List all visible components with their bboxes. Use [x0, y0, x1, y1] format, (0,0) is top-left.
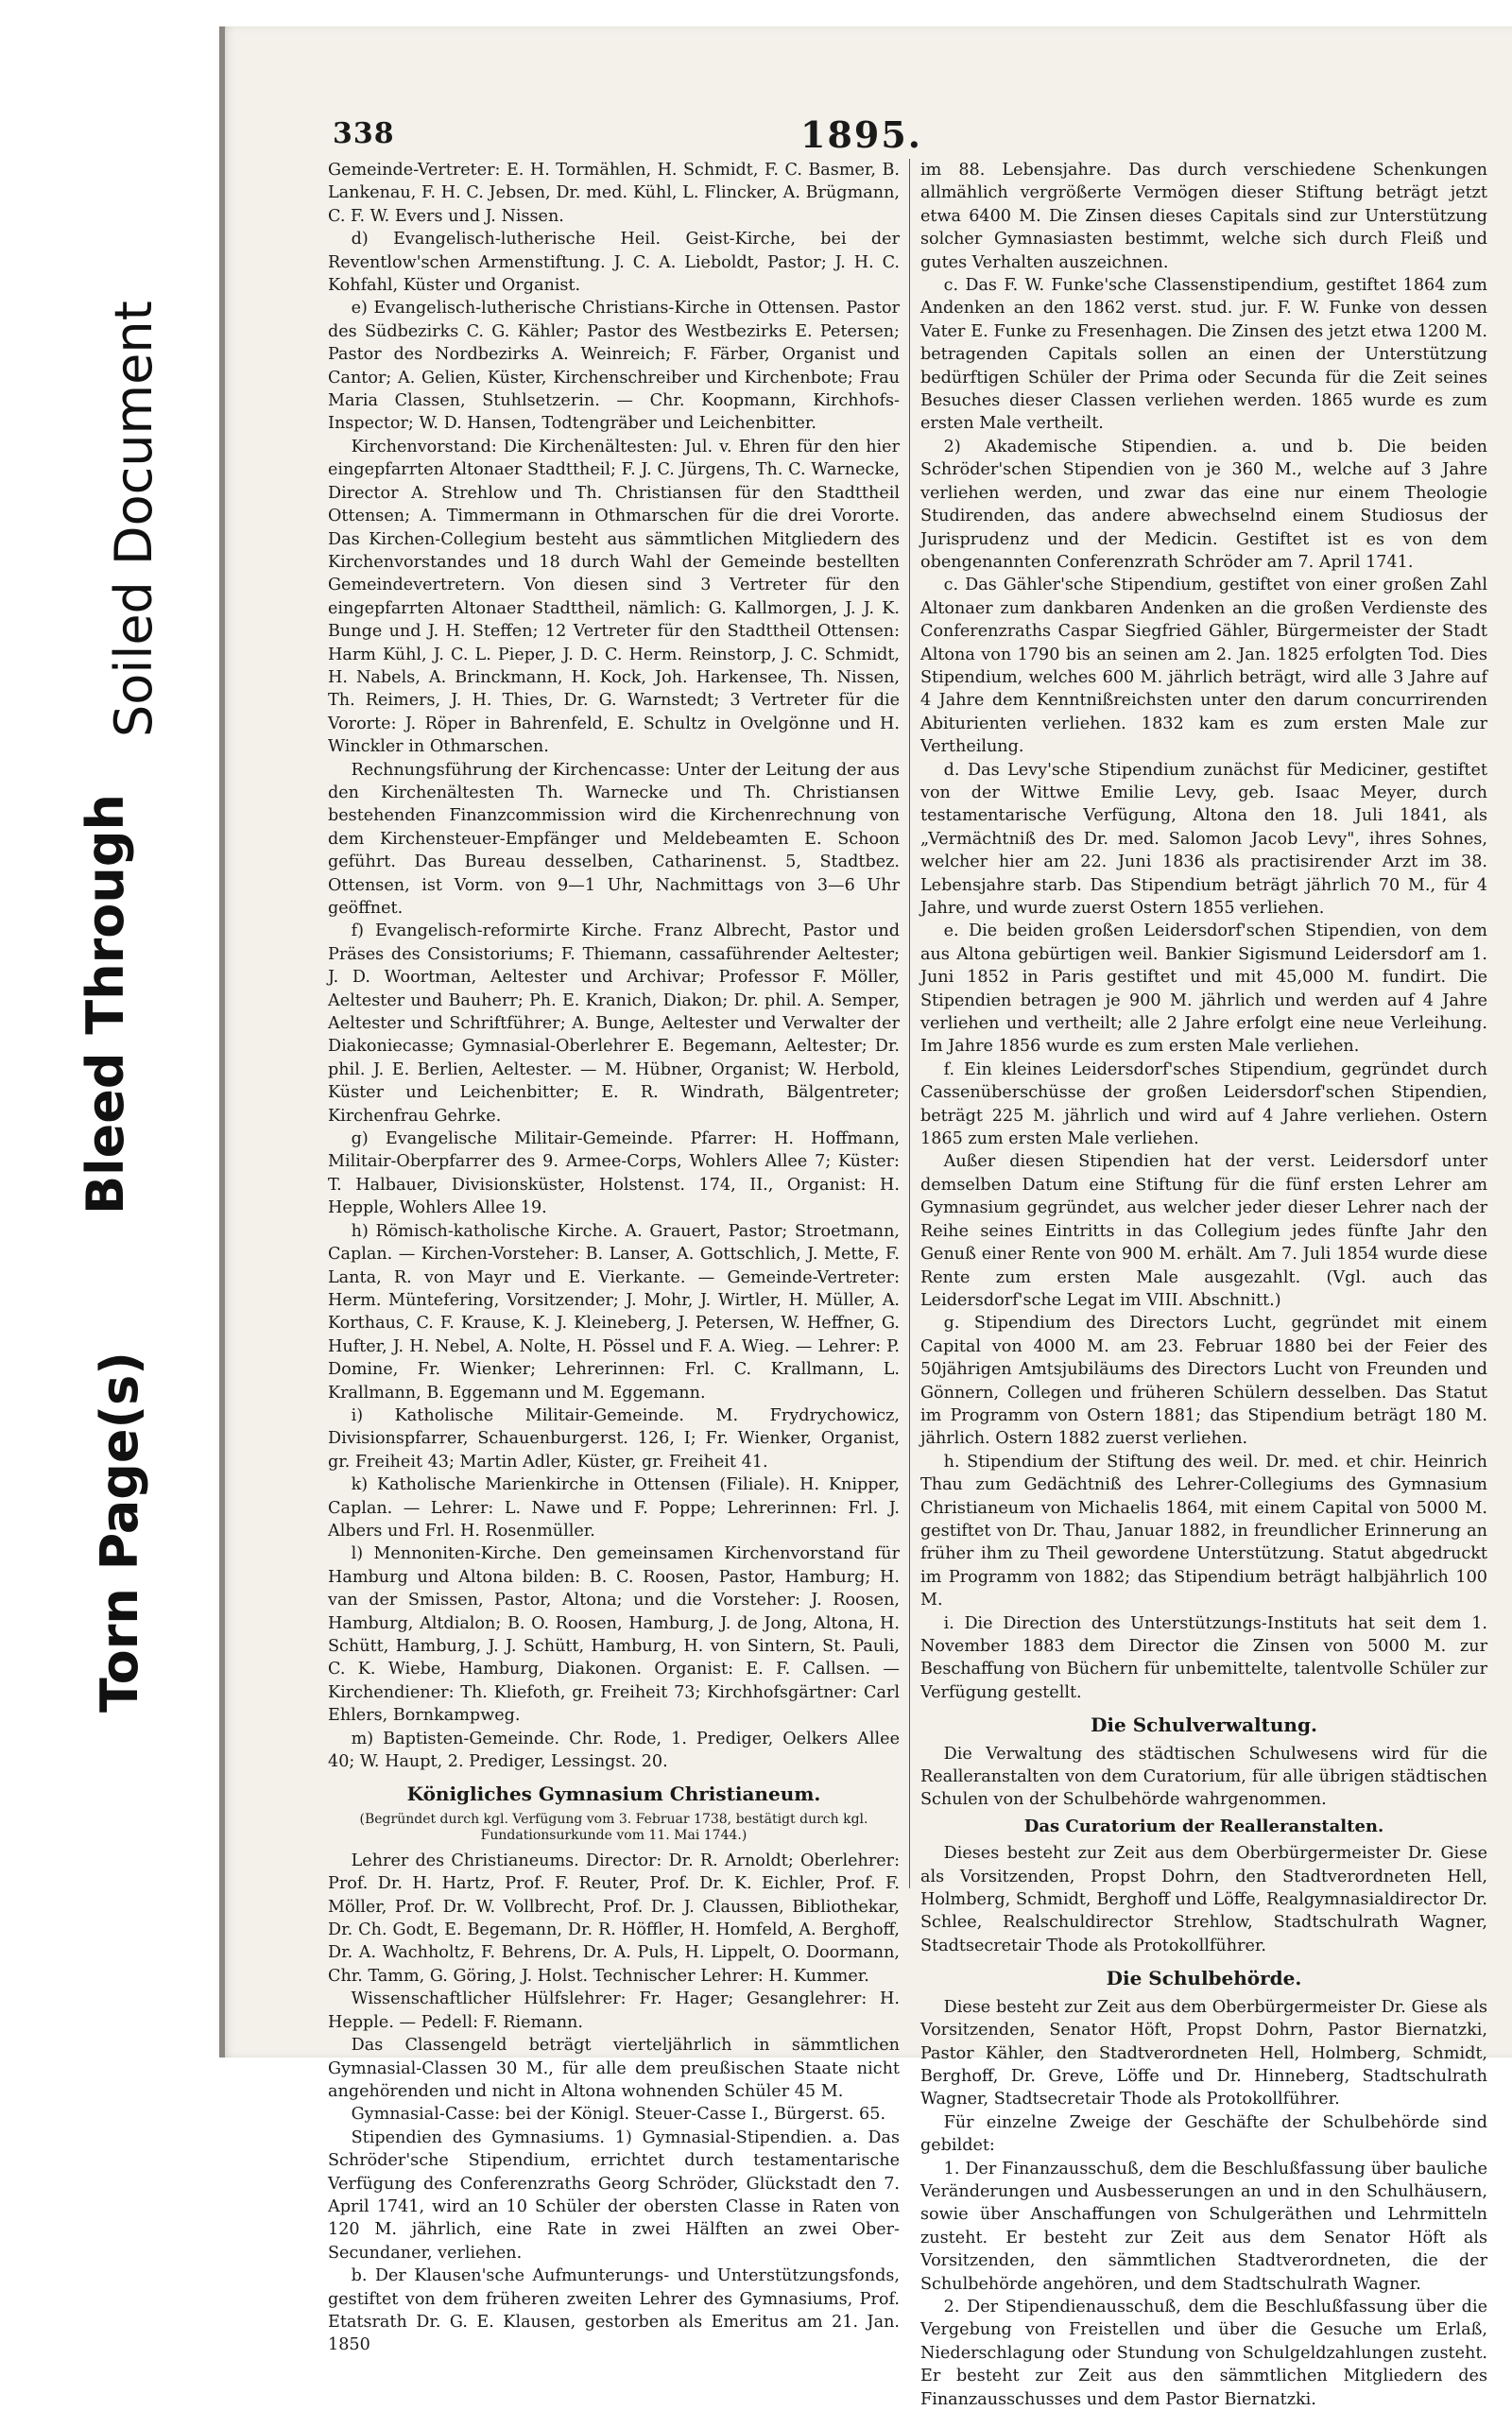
left-paragraph: Kirchenvorstand: Die Kirchenältesten: Jul. v. Ehren für den hier eingepfarrten Altonaer Stadttheil; F. J. C. Jürgens, Th. C. Warnecke, Director A. Strehlow und Th. Christiansen für den Stadttheil Ottensen; A. Timmermann in Othmarschen für die drei Vororte. Das Kirchen-Collegium besteht aus sämmtlichen Mitgliedern des Kirchenvorstandes und 18 durch Wahl der Gemeinde bestellten Gemeindevertretern. Von diesen sind 3 Vertreter für den eingepfarrten Altonaer Stadttheil, nämlich: G. Kallmorgen, J. J. K. Bunge und J. H. Steffen; 12 Vertreter für den Stadttheil Ottensen: Harm Kühl, J. C. L. Pieper, J. D. C. Herm. Reinstorp, J. C. Schmidt, H. Nabels, A. Brinckmann, H. Kock, Joh. Harkensee, Th. Nissen, Th. Reimers, J. H. Thies, Dr. G. Warnstedt; 3 Vertreter für die Vororte: J. Röper in Bahrenfeld, E. Schultz in Ovelgönne und H. Winckler in Othmarschen.	[328, 437, 900, 757]
left-paragraph: e) Evangelisch-lutherische Christians-Kirche in Ottensen. Pastor des Südbezirks C. G. Kähler; Pastor des Westbezirks E. Petersen; Pastor des Nordbezirks A. Weinreich; F. Färber, Organist und Cantor; A. Gelien, Küster, Kirchenschreiber und Kirchenbote; Frau Maria Classen, Stuhlsetzerin. — Chr. Koopmann, Kirchhofs-Inspector; W. D. Hansen, Todtengräber und Leichenbitter.	[328, 299, 900, 434]
page-year: 1895.	[800, 113, 922, 156]
column-divider	[909, 159, 910, 1888]
gymnasium-paragraph: Lehrer des Christianeums. Director: Dr. R. Arnoldt; Oberlehrer: Prof. Dr. H. Hartz, Prof. F. Reuter, Prof. Dr. K. Eichler, Prof. F. Möller, Prof. Dr. W. Vollbrecht, Prof. Dr. J. Claussen, Bibliothekar, Dr. Ch. Godt, E. Begemann, Dr. R. Höffler, H. Homfeld, A. Berghoff, Dr. A. Wachholtz, F. Behrens, Dr. A. Puls, H. Lippelt, O. Doormann, Chr. Tamm, G. Göring, J. Holst. Technischer Lehrer: H. Kummer.	[328, 1851, 900, 1986]
gymnasium-paragraph: Wissenschaftlicher Hülfslehrer: Fr. Hager; Gesanglehrer: H. Hepple. — Pedell: F. Riemann.	[328, 1989, 900, 2032]
left-paragraph: g) Evangelische Militair-Gemeinde. Pfarrer: H. Hoffmann, Militair-Oberpfarrer des 9. Armee-Corps, Wohlers Allee 7; Küster: T. Halbauer, Divisionsküster, Holstenst. 174, II., Organist: H. Hepple, Wohlers Allee 19.	[328, 1129, 900, 1218]
schulbehoerde-branch-item: 1. Der Finanzausschuß, dem die Beschlußfassung über bauliche Veränderungen und Ausbesserungen an und in den Schulhäusern, sowie über Anschaffungen von Schulgeräthen und Lehrmitteln zusteht. Er besteht zur Zeit aus dem Senator Höft als Vorsitzenden, den sämmtlichen Stadtverordneten, die der Schulbehörde angehören, und dem Stadtschulrath Wagner.	[920, 2159, 1487, 2294]
left-paragraph: Rechnungsführung der Kirchencasse: Unter der Leitung der aus den Kirchenältesten Th. Warnecke und Th. Christiansen bestehenden Finanzcommission wird die Kirchenrechnung von dem Kirchensteuer-Empfänger und Meldebeamten E. Schoon geführt. Das Bureau desselben, Catharinenst. 5, Stadtbez. Ottensen, ist Vorm. von 9—1 Uhr, Nachmittags von 3—6 Uhr geöffnet.	[328, 760, 900, 918]
page-header	[333, 113, 1382, 163]
left-paragraph: m) Baptisten-Gemeinde. Chr. Rode, 1. Prediger, Oelkers Allee 40; W. Haupt, 2. Prediger, Lessingst. 20.	[328, 1729, 900, 1772]
right-paragraph: g. Stipendium des Directors Lucht, gegründet mit einem Capital von 4000 M. am 23. Februar 1880 bei der Feier des 50jährigen Amtsjubiläums des Directors Lucht von Freunden und Gönnern, Collegen und früheren Schülern desselben. Das Statut im Programm von Ostern 1881; das Stipendium beträgt 180 M. jährlich. Ostern 1882 zuerst verliehen.	[920, 1314, 1487, 1449]
right-column	[920, 159, 1487, 2409]
torn-pages-stamp: Torn Page(s)	[90, 1352, 149, 1713]
gymnasium-paragraph: Gymnasial-Casse: bei der Königl. Steuer-Casse I., Bürgerst. 65.	[351, 2105, 886, 2125]
page-number: 338	[333, 117, 395, 150]
right-paragraph: c. Das Gähler'sche Stipendium, gestiftet von einer großen Zahl Altonaer zum dankbaren Andenken an die großen Verdienste des Conferenzraths Caspar Siegfried Gähler, Bürgermeister der Stadt Altona von 1790 bis an seinen am 2. Jan. 1825 erfolgten Tod. Dies Stipendium, welches 600 M. jährlich beträgt, wird alle 3 Jahre auf 4 Jahre dem Kenntnißreichsten unter den darum concurrirenden Abiturienten verliehen. 1832 kam es zum ersten Male zur Vertheilung.	[920, 576, 1487, 757]
right-paragraph: h. Stipendium der Stiftung des weil. Dr. med. et chir. Heinrich Thau zum Gedächtniß des Lehrer-Collegiums des Gymnasium Christianeum von Michaelis 1864, mit einem Capital von 5000 M. gestiftet von Dr. Thau, Januar 1882, in freundlicher Erinnerung an früher ihm zu Theil gewordene Unterstützung. Statut abgedruckt im Programm von 1882; das Stipendium beträgt halbjährlich 100 M.	[920, 1452, 1487, 1610]
archive-margin	[0, 0, 217, 2058]
left-paragraph: i) Katholische Militair-Gemeinde. M. Frydrychowicz, Divisionspfarrer, Schauenburgerst. 126, I; Fr. Wienker, Organist, gr. Freiheit 43; Martin Adler, Küster, gr. Freiheit 41.	[328, 1405, 900, 1472]
gymnasium-heading: Königliches Gymnasium Christianeum.	[406, 1782, 821, 1806]
left-paragraph: f) Evangelisch-reformirte Kirche. Franz Albrecht, Pastor und Präses des Consistoriums; F. Thiemann, cassaführender Aeltester; J. D. Woortman, Aeltester und Archivar; Professor F. Möller, Aeltester und Bauherr; Ph. E. Kranich, Diakon; Dr. phil. A. Semper, Aeltester und Schriftführer; A. Bunge, Aeltester und Verwalter der Diakoniecasse; Gymnasial-Oberlehrer E. Begemann, Aeltester; Dr. phil. J. E. Berlien, Aeltester. — M. Hübner, Organist; W. Herbold, Küster und Leichenbitter; E. R. Windrath, Bälgentreter; Kirchenfrau Gehrke.	[328, 921, 900, 1126]
left-paragraph: h) Römisch-katholische Kirche. A. Grauert, Pastor; Stroetmann, Caplan. — Kirchen-Vorsteher: B. Lanser, A. Gottschlich, J. Mette, F. Lanta, R. von Mayr und E. Vierkante. — Gemeinde-Vertreter: Herm. Müntefering, Vorsitzender; J. Mohr, J. Wirtler, H. Müller, A. Korthaus, C. F. Krause, K. J. Kleineberg, J. Petersen, W. Heffner, G. Hufter, J. H. Nebel, A. Nolte, H. Pössel und F. A. Wieg. — Lehrer: P. Domine, Fr. Wienker; Lehrerinnen: Frl. C. Krallmann, L. Krallmann, B. Eggemann und M. Eggemann.	[328, 1221, 900, 1403]
soiled-document-stamp: Soiled Document	[104, 301, 163, 737]
left-paragraph: l) Mennoniten-Kirche. Den gemeinsamen Kirchenvorstand für Hamburg und Altona bilden: B. C. Roosen, Pastor, Hamburg; H. van der Smissen, Pastor, Altona; und die Vorsteher: J. Roosen, Hamburg, Altdialon; B. O. Roosen, Hamburg, J. de Jong, Altona, H. Schütt, Hamburg, J. J. Schütt, Hamburg, H. von Sintern, St. Pauli, C. K. Wiebe, Hamburg, Diakonen. Organist: E. F. Callsen. — Kirchendiener: Th. Kliefoth, gr. Freiheit 73; Kirchhofsgärtner: Carl Ehlers, Bornkampweg.	[328, 1544, 900, 1726]
right-paragraph: e. Die beiden großen Leidersdorf'schen Stipendien, von dem aus Altona gebürtigen weil. Bankier Sigismund Leidersdorf am 1. Juni 1852 in Paris gestiftet und mit 45,000 M. fundirt. Die Stipendien betragen je 900 M. jährlich und werden auf 4 Jahre verliehen und vertheilt; alle 2 Jahre erfolgt eine neue Verleihung. Im Jahre 1856 wurde es zum ersten Male verliehen.	[920, 921, 1487, 1057]
right-paragraph: f. Ein kleines Leidersdorf'sches Stipendium, gegründet durch Cassenüberschüsse der großen Leidersdorf'schen Stipendien, beträgt 225 M. jährlich und wird auf 4 Jahre verliehen. Ostern 1865 zum ersten Male verliehen.	[920, 1059, 1487, 1149]
schulverwaltung-heading: Die Schulverwaltung.	[1091, 1714, 1317, 1737]
left-column	[328, 159, 900, 2355]
bleed-through-stamp: Bleed Through	[76, 794, 135, 1214]
schulbehoerde-branch-item: 2. Der Stipendienausschuß, dem die Beschlußfassung über die Vergebung von Freistellen und über die Gesuche um Erlaß, Niederschlagung oder Stundung von Schulgeldzahlungen zusteht. Er besteht zur Zeit aus den sämmtlichen Mitgliedern des Finanzausschusses und dem Pastor Biernatzki.	[920, 2297, 1487, 2409]
curatorium-heading: Das Curatorium der Realleranstalten.	[1023, 1816, 1384, 1836]
left-paragraph: d) Evangelisch-lutherische Heil. Geist-Kirche, bei der Reventlow'schen Armenstiftung. J. C. A. Lieboldt, Pastor; J. H. C. Kohfahl, Küster und Organist.	[328, 230, 900, 296]
right-paragraph: 2) Akademische Stipendien. a. und b. Die beiden Schröder'schen Stipendien von je 360 M., welche auf 3 Jahre verliehen werden, und zwar das eine nur einem Theologie Studirenden, das andere abwechselnd einem Studiosus der Jurisprudenz und der Medicin. Gestiftet ist es von dem obengenannten Conferenzrath Schröder am 7. April 1741.	[920, 437, 1487, 572]
schulverwaltung-intro: Die Verwaltung des städtischen Schulwesens wird für die Realleranstalten von dem Curatorium, für alle übrigen städtischen Schulen von der Schulbehörde wahrgenommen.	[920, 1744, 1487, 1810]
left-paragraph: k) Katholische Marienkirche in Ottensen (Filiale). H. Knipper, Caplan. — Lehrer: L. Nawe und F. Poppe; Lehrerinnen: Frl. J. Albers und Frl. H. Rosenmüller.	[328, 1475, 900, 1541]
gymnasium-founding-note: (Begründet durch kgl. Verfügung vom 3. Februar 1738, bestätigt durch kgl. Fundationsurkunde vom 11. Mai 1744.)	[359, 1811, 868, 1843]
schulbehoerde-text: Diese besteht zur Zeit aus dem Oberbürgermeister Dr. Giese als Vorsitzenden, Senator Höft, Propst Dohrn, Pastor Biernatzki, Pastor Kähler, den Stadtverordneten Hell, Holmberg, Schmidt, Berghoff, Dr. Greve, Löffe und Dr. Hinneberg, Stadtschulrath Wagner, Stadtsecretair Thode als Protokollführer.	[920, 1997, 1487, 2110]
scanned-page	[219, 26, 1512, 2409]
right-paragraph: d. Das Levy'sche Stipendium zunächst für Mediciner, gestiftet von der Wittwe Emilie Levy, geb. Isaac Meyer, durch testamentarische Verfügung, Altona den 18. Juli 1841, als „Vermächtniß des Dr. med. Salomon Jacob Levy", ihres Sohnes, welcher hier am 22. Juni 1836 als practisirender Arzt im 38. Lebensjahre starb. Das Stipendium beträgt jährlich 70 M., für 4 Jahre, und wurde zuerst Ostern 1855 verliehen.	[920, 760, 1487, 918]
right-paragraph: im 88. Lebensjahre. Das durch verschiedene Schenkungen allmählich vergrößerte Vermögen dieser Stiftung beträgt jetzt etwa 6400 M. Die Zinsen dieses Capitals sind zur Unterstützung solcher Gymnasiasten bestimmt, welche sich durch Fleiß und gutes Verhalten auszeichnen.	[920, 161, 1487, 272]
right-paragraph: i. Die Direction des Unterstützungs-Instituts hat seit dem 1. November 1883 dem Director die Zinsen von 5000 M. zur Beschaffung von Büchern für unbemittelte, talentvolle Schüler zur Verfügung gestellt.	[920, 1613, 1487, 1702]
gymnasium-paragraph: Stipendien des Gymnasiums. 1) Gymnasial-Stipendien. a. Das Schröder'sche Stipendium, errichtet durch testamentarische Verfügung des Conferenzraths Georg Schröder, Glückstadt den 7. April 1741, wird an 10 Schüler der obersten Classe in Raten von 120 M. jährlich, eine Rate in zwei Hälften an zwei Ober-Secundaner, verliehen.	[328, 2127, 900, 2263]
schulbehoerde-heading: Die Schulbehörde.	[1106, 1967, 1302, 1990]
right-paragraph: c. Das F. W. Funke'sche Classenstipendium, gestiftet 1864 zum Andenken an den 1862 verst. stud. jur. F. W. Funke von dessen Vater E. Funke zu Fresenhagen. Die Zinsen des jetzt etwa 1200 M. betragenden Capitals sollen an einen der Unterstützung bedürftigen Schüler der Prima oder Secunda für die Zeit seines Besuches dieser Classen verliehen werden. 1865 wurde es zum ersten Male vertheilt.	[920, 276, 1487, 434]
curatorium-text: Dieses besteht zur Zeit aus dem Oberbürgermeister Dr. Giese als Vorsitzenden, Propst Dohrn, den Stadtverordneten Hell, Holmberg, Schmidt, Berghoff und Löffe, Realgymnasialdirector Dr. Schlee, Realschuldirector Strehlow, Stadtschulrath Wagner, Stadtsecretair Thode als Protokollführer.	[920, 1844, 1487, 1955]
gymnasium-paragraph: b. Der Klausen'sche Aufmunterungs- und Unterstützungsfonds, gestiftet von dem früheren zweiten Lehrer des Gymnasiums, Prof. Etatsrath Dr. G. E. Klausen, gestorben als Emeritus am 21. Jan. 1850	[328, 2266, 900, 2355]
left-paragraph: Gemeinde-Vertreter: E. H. Tormählen, H. Schmidt, F. C. Basmer, B. Lankenau, F. H. C. Jebsen, Dr. med. Kühl, L. Flincker, A. Brügmann, C. F. W. Evers und J. Nissen.	[328, 161, 900, 226]
right-paragraph: Außer diesen Stipendien hat der verst. Leidersdorf unter demselben Datum eine Stiftung für die fünf ersten Lehrer am Gymnasium gegründet, aus welcher jeder dieser Lehrer nach der Reihe seines Eintritts in das Collegium jedes fünfte Jahr den Genuß einer Rente von 900 M. erhält. Am 7. Juli 1854 wurde diese Rente zum ersten Male ausgezahlt. (Vgl. auch das Leidersdorf'sche Legat im VIII. Abschnitt.)	[920, 1152, 1487, 1310]
schulbehoerde-branches-intro: Für einzelne Zweige der Geschäfte der Schulbehörde sind gebildet:	[920, 2112, 1487, 2156]
gymnasium-paragraph: Das Classengeld beträgt vierteljährlich in sämmtlichen Gymnasial-Classen 30 M., für alle dem preußischen Staate nicht angehörenden und nicht in Altona wohnenden Schüler 45 M.	[328, 2036, 900, 2101]
